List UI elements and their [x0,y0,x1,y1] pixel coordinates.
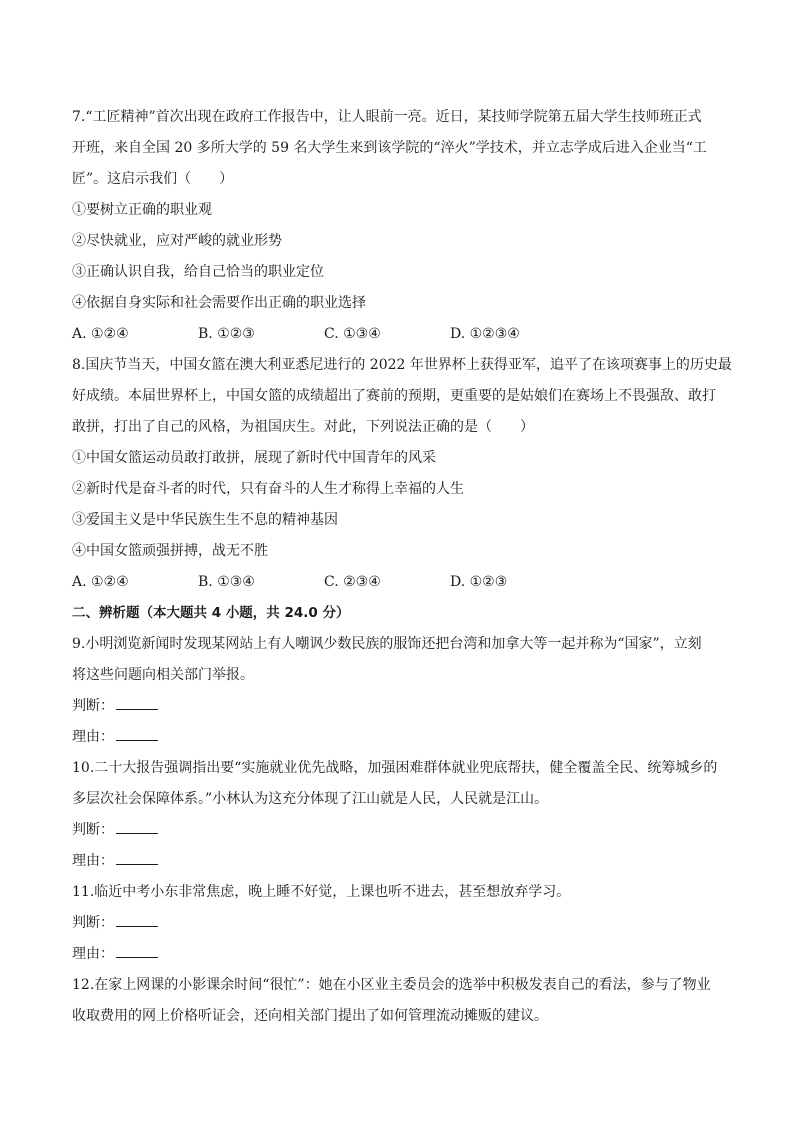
answer-options [72,567,732,598]
question-stem-line: 10.二十大报告强调指出要“实施就业优先战略，加强困难群体就业兜底帮扶，健全覆盖全民、统筹城乡的 [72,760,718,776]
option-c: C. ②③④ [324,574,381,590]
judge-label: 判断： [72,698,114,714]
option-b: B. ①③④ [198,574,255,590]
statement-item: ③爱国主义是中华民族生生不息的精神基因 [72,512,338,528]
section-title: 二、辨析题（本大题共 4 小题，共 24.0 分） [72,605,350,621]
statement-item: ①中国女篮运动员敢打敢拼，展现了新时代中国青年的风采 [72,450,436,466]
judge-label: 判断： [72,915,114,931]
statement-item: ①要树立正确的职业观 [72,202,212,218]
reason-row [72,846,732,877]
question-stem-line: 多层次社会保障体系。”小林认为这充分体现了江山就是人民，人民就是江山。 [72,791,549,807]
reason-label: 理由： [72,729,114,745]
question-stem-line: 7.“工匠精神”首次出现在政府工作报告中，让人眼前一亮。近日，某技师学院第五届大学生技师班正式 [72,109,702,125]
option-d: D. ①②③④ [450,326,520,342]
judge-answer-blank[interactable] [116,908,158,927]
reason-answer-blank[interactable] [116,846,158,865]
answer-options [72,319,732,350]
reason-label: 理由： [72,946,114,962]
option-a: A. ①②④ [72,574,129,590]
question-stem-line: 匠”。这启示我们（ ） [72,171,234,187]
question-7 [72,102,732,350]
question-stem-line: 将这些问题向相关部门举报。 [72,667,254,683]
reason-answer-blank[interactable] [116,722,158,741]
judge-label: 判断： [72,822,114,838]
option-c: C. ①③④ [324,326,381,342]
judge-row [72,691,732,722]
statement-item: ④中国女篮顽强拼搏，战无不胜 [72,543,268,559]
reason-label: 理由： [72,853,114,869]
statement-item: ②尽快就业，应对严峻的就业形势 [72,233,282,249]
question-stem-line: 9.小明浏览新闻时发现某网站上有人嘲讽少数民族的服饰还把台湾和加拿大等一起并称为“国家”，立刻 [72,636,702,652]
question-10 [72,753,732,877]
reason-answer-blank[interactable] [116,939,158,958]
question-stem-line: 好成绩。本届世界杯上，中国女篮的成绩超出了赛前的预期，更重要的是姑娘们在赛场上不畏强敌、敢打 [72,388,716,404]
option-d: D. ①②③ [450,574,508,590]
judge-answer-blank[interactable] [116,815,158,834]
statement-item: ②新时代是奋斗者的时代，只有奋斗的人生才称得上幸福的人生 [72,481,464,497]
judge-row [72,908,732,939]
question-stem-line: 8.国庆节当天，中国女篮在澳大利亚悉尼进行的 2022 年世界杯上获得亚军，追平了在该项赛事上的历史最 [72,357,732,373]
question-stem-line: 敢拼，打出了自己的风格，为祖国庆生。对此，下列说法正确的是（ ） [72,419,534,435]
question-stem-line: 收取费用的网上价格听证会，还向相关部门提出了如何管理流动摊贩的建议。 [72,1008,548,1024]
question-12 [72,970,732,1032]
question-stem-line: 开班，来自全国 20 多所大学的 59 名大学生来到该学院的“淬火”学技术，并立志学成后进入企业当“工 [72,140,707,156]
reason-row [72,722,732,753]
statement-item: ④依据自身实际和社会需要作出正确的职业选择 [72,295,366,311]
question-9 [72,629,732,753]
question-stem-line: 12.在家上网课的小影课余时间“很忙”：她在小区业主委员会的选举中积极发表自己的看法，参与了物业 [72,977,711,993]
option-a: A. ①②④ [72,326,129,342]
reason-row [72,939,732,970]
option-b: B. ①②③ [198,326,255,342]
statement-item: ③正确认识自我，给自己恰当的职业定位 [72,264,324,280]
question-8 [72,350,732,598]
question-stem-line: 11.临近中考小东非常焦虑，晚上睡不好觉，上课也听不进去，甚至想放弃学习。 [72,884,571,900]
judge-answer-blank[interactable] [116,691,158,710]
question-11 [72,877,732,970]
exam-page [72,102,732,1032]
judge-row [72,815,732,846]
